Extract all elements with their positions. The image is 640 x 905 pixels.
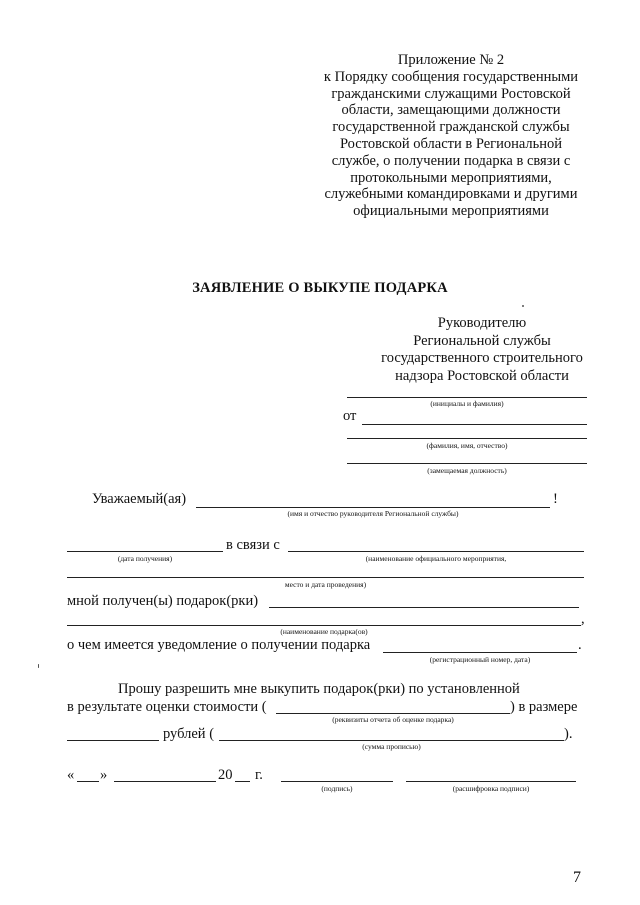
initials-field[interactable] (347, 397, 587, 398)
appendix-line: Ростовской области в Региональной (339, 135, 563, 152)
position-field[interactable] (347, 463, 587, 464)
appendix-line: Приложение № 2 (397, 52, 505, 68)
greeting-label: Уважаемый(ая) (92, 491, 187, 507)
caption-signature: (подпись) (321, 784, 353, 793)
caption-date-received: (дата получения) (117, 554, 173, 563)
appendix-line: гражданскими служащими Ростовской (331, 85, 571, 102)
report-field[interactable] (276, 713, 510, 714)
in-connection-label: в связи с (226, 537, 280, 553)
appendix-line: службе, о получении подарка в связи с (331, 152, 571, 169)
event-field[interactable] (288, 551, 584, 552)
caption-greeting: (имя и отчество руководителя Региональной службы) (287, 509, 459, 518)
year-field[interactable] (235, 781, 250, 782)
day-field[interactable] (77, 781, 99, 782)
addressee-block (356, 315, 608, 385)
caption-sum: (сумма прописью) (362, 742, 421, 751)
appendix-line: протокольными мероприятиями, (350, 169, 552, 186)
year-suffix: г. (255, 767, 263, 783)
document-title: ЗАЯВЛЕНИЕ О ВЫКУПЕ ПОДАРКА (192, 280, 448, 296)
appendix-line: официальными мероприятиями (353, 203, 549, 220)
year-prefix: 20 (218, 767, 233, 783)
scan-speck (522, 305, 524, 307)
signature-decode-field[interactable] (406, 781, 576, 782)
date-open-quote: « (67, 767, 75, 783)
appendix-line: служебными командировками и другими (324, 186, 578, 203)
appendix-header (305, 52, 597, 220)
caption-position: (замещаемая должность) (427, 466, 507, 475)
addressee-line: надзора Ростовской области (395, 367, 569, 384)
rubles-end: ). (564, 726, 573, 742)
request-line-2-start: в результате оценки стоимости ( (67, 699, 267, 715)
caption-reg: (регистрационный номер, дата) (429, 655, 531, 664)
caption-fio: (фамилия, имя, отчество) (426, 441, 508, 450)
date-received-field[interactable] (67, 551, 223, 552)
appendix-line: к Порядку сообщения государственными (323, 68, 579, 85)
amount-words-field[interactable] (219, 740, 564, 741)
caption-gift: (наименование подарка(ов) (280, 627, 368, 636)
gift-field-continued[interactable] (67, 625, 581, 626)
gift-comma: , (581, 611, 585, 627)
month-field[interactable] (114, 781, 216, 782)
request-line-2-end: ) в размере (510, 699, 578, 715)
from-label: от (343, 408, 357, 424)
addressee-line: Руководителю (437, 315, 527, 331)
event-place-field[interactable] (67, 577, 584, 578)
gift-received-label: мной получен(ы) подарок(рки) (67, 593, 259, 609)
notice-reg-field[interactable] (383, 652, 577, 653)
notice-period: . (578, 637, 582, 653)
caption-signature-decode: (расшифровка подписи) (452, 784, 530, 793)
rubles-label: рублей ( (163, 726, 215, 742)
fio-field[interactable] (347, 438, 587, 439)
notice-label: о чем имеется уведомление о получении подарка (67, 637, 371, 653)
scan-speck (38, 664, 39, 668)
greeting-name-field[interactable] (196, 507, 550, 508)
appendix-line: государственной гражданской службы (332, 119, 570, 136)
greeting-exclamation: ! (553, 491, 558, 507)
caption-initials: (инициалы и фамилия) (430, 399, 504, 408)
gift-field[interactable] (269, 607, 579, 608)
caption-event: (наименование официального мероприятия, (365, 554, 507, 563)
signature-field[interactable] (281, 781, 393, 782)
addressee-line: Региональной службы (413, 332, 551, 349)
amount-field[interactable] (67, 740, 159, 741)
caption-report: (реквизиты отчета об оценке подарка) (332, 715, 454, 724)
date-close-quote: » (100, 767, 108, 783)
request-line-1: Прошу разрешить мне выкупить подарок(рки) по установленной (118, 681, 520, 697)
page-number: 7 (573, 869, 581, 886)
from-name-field[interactable] (362, 424, 587, 425)
appendix-line: области, замещающими должности (341, 102, 561, 119)
caption-event-place: место и дата проведения) (284, 580, 367, 589)
addressee-line: государственного строительного (381, 350, 583, 366)
